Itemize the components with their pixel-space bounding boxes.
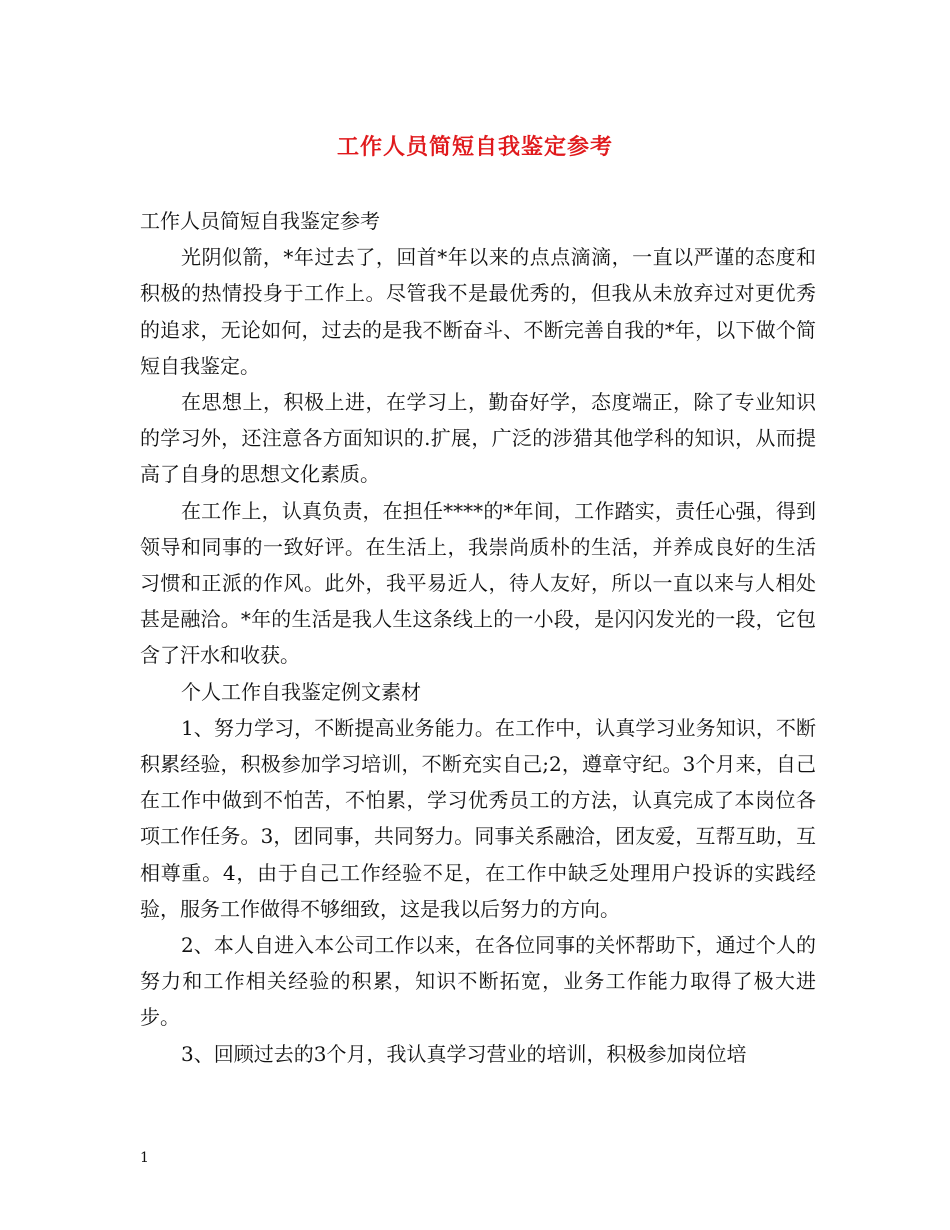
body-paragraph: 在工作上，认真负责，在担任****的*年间，工作踏实，责任心强，得到领导和同事的一致好评。在生活上，我崇尚质朴的生活，并养成良好的生活习惯和正派的作风。此外，我平易近人，待人友好，所以一直以来与人相处甚是融洽。*年的生活是我人生这条线上的一小段，是闪闪发光的一段，它包含了汗水和收获。 [140,498,816,668]
body-paragraph: 1、努力学习，不断提高业务能力。在工作中，认真学习业务知识，不断积累经验，积极参加学习培训，不断充实自己;2，遵章守纪。3个月来，自己在工作中做到不怕苦，不怕累，学习优秀员工的方法，认真完成了本岗位各项工作任务。3，团同事，共同努力。同事关系融洽，团友爱，互帮互助，互相尊重。4，由于自己工作经验不足，在工作中缺乏处理用户投诉的实践经验，服务工作做得不够细致，这是我以后努力的方向。 [140,715,816,921]
body-paragraph: 光阴似箭，*年过去了，回首*年以来的点点滴滴，一直以严谨的态度和积极的热情投身于工作上。尽管我不是最优秀的，但我从未放弃过对更优秀的追求，无论如何，过去的是我不断奋斗、不断完善自我的*年，以下做个简短自我鉴定。 [140,245,816,378]
document-body [140,203,816,1072]
page-number: 1 [140,1150,149,1166]
document-title: 工作人员简短自我鉴定参考 [336,134,613,160]
body-paragraph: 在思想上，积极上进，在学习上，勤奋好学，态度端正，除了专业知识的学习外，还注意各方面知识的.扩展，广泛的涉猎其他学科的知识，从而提高了自身的思想文化素质。 [140,390,816,487]
body-paragraph: 3、回顾过去的3个月，我认真学习营业的培训，积极参加岗位培 [181,1041,747,1066]
section-heading-paragraph: 个人工作自我鉴定例文素材 [181,679,421,704]
body-paragraph: 2、本人自进入本公司工作以来，在各位同事的关怀帮助下，通过个人的努力和工作相关经验的积累，知识不断拓宽，业务工作能力取得了极大进步。 [140,933,816,1030]
subtitle-paragraph: 工作人员简短自我鉴定参考 [140,209,380,233]
